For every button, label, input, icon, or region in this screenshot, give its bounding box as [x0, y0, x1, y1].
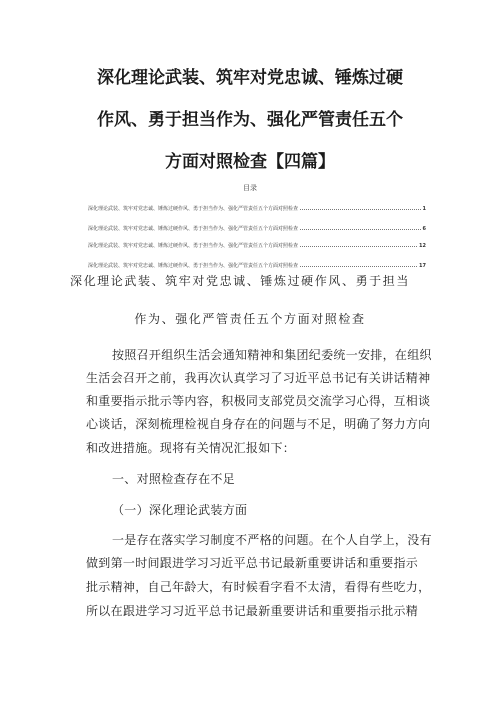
section-title-line-1: 深化理论武装、筑牢对党忠诚、锤炼过硬作风、勇于担当 [69, 274, 410, 288]
toc-entry[interactable] [88, 203, 426, 213]
document-title-line-3: 方面对照检查【四篇】 [165, 152, 335, 172]
toc-leader-dots [300, 260, 417, 267]
body-text-line: 按照召开组织生活会通知精神和集团纪委统一安排，在组织 [112, 348, 432, 362]
toc-entry-page: 1 [422, 206, 426, 212]
toc-entry[interactable] [88, 240, 426, 250]
body-text-line: 生活会召开之前，我再次认真学习了习近平总书记有关讲话精神 [86, 371, 431, 385]
section-heading: 一、对照检查存在不足 [112, 472, 236, 486]
toc-entry-page: 6 [422, 226, 426, 232]
document-title-line-1: 深化理论武装、筑牢对党忠诚、锤炼过硬 [97, 68, 403, 88]
toc-leader-dots [300, 240, 417, 247]
toc-leader-dots [300, 203, 421, 210]
toc-heading: 目录 [243, 184, 257, 192]
toc-entry-page: 17 [419, 263, 426, 269]
toc-entry-label: 深化理论武装、筑牢对党忠诚、锤炼过硬作风、勇于担当作为、强化严管责任五个方面对照检查 [88, 226, 299, 232]
body-text-line: 和重要指示批示等内容，积极同支部党员交流学习心得，互相谈 [86, 394, 431, 408]
toc-entry-label: 深化理论武装、筑牢对党忠诚、锤炼过硬作风、勇于担当作为、强化严管责任五个方面对照检查 [88, 243, 299, 249]
toc-entry[interactable] [88, 223, 426, 233]
section-title-line-2: 作为、强化严管责任五个方面对照检查 [134, 312, 366, 326]
body-text-line: 所以在跟进学习习近平总书记最新重要讲话和重要指示批示精 [86, 604, 419, 618]
body-text-line: 心谈话，深刻梳理检视自身存在的问题与不足，明确了努力方向 [86, 417, 431, 431]
body-text-line: 做到第一时间跟进学习习近平总书记最新重要讲话和重要指示 [86, 556, 419, 570]
toc-entry-label: 深化理论武装、筑牢对党忠诚、锤炼过硬作风、勇于担当作为、强化严管责任五个方面对照检查 [88, 206, 299, 212]
subsection-heading: （一）深化理论武装方面 [112, 503, 248, 517]
toc-entry[interactable] [88, 260, 426, 270]
toc-entry-label: 深化理论武装、筑牢对党忠诚、锤炼过硬作风、勇于担当作为、强化严管责任五个方面对照检查 [88, 263, 299, 269]
toc-entry-page: 12 [419, 243, 426, 249]
body-text-line: 一是存在落实学习制度不严格的问题。在个人自学上，没有 [112, 533, 432, 547]
body-text-line: 和改进措施。现将有关情况汇报如下： [86, 441, 296, 455]
toc-leader-dots [300, 223, 421, 230]
document-title-line-2: 作风、勇于担当作为、强化严管责任五个 [97, 110, 403, 130]
body-text-line: 批示精神，自己年龄大，有时候看字看不太清，看得有些吃力， [86, 580, 431, 594]
